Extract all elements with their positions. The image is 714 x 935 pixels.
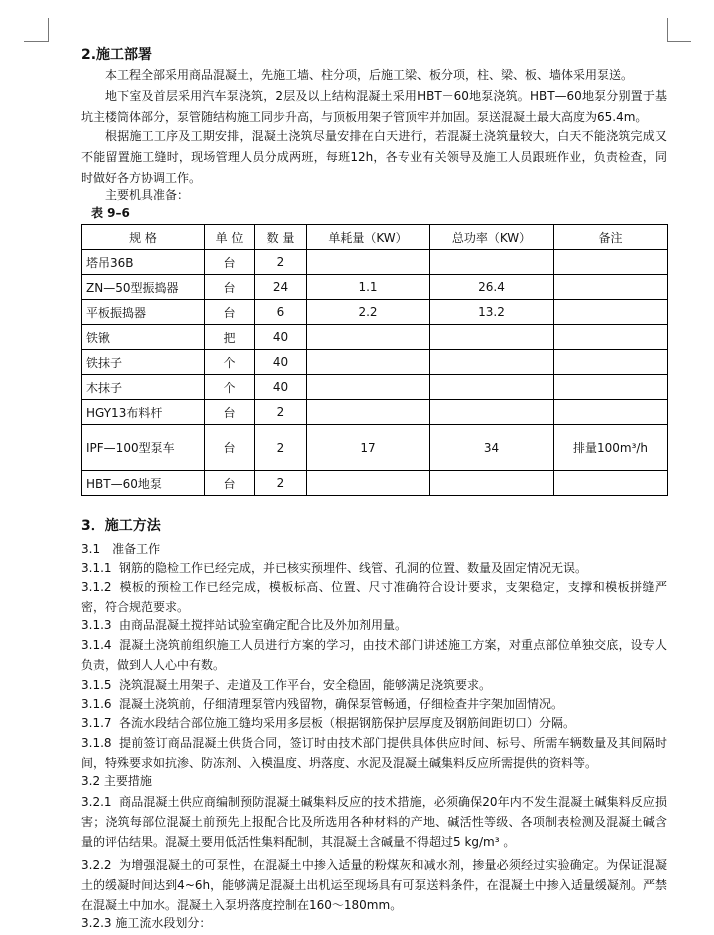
col-header-spec: 规 格: [82, 225, 205, 250]
cell-note: [554, 471, 668, 496]
crop-mark-right-h: [667, 41, 691, 42]
cell-unit-power: 1.1: [307, 275, 430, 300]
subsection-3-1-heading: 3.1 准备工作: [81, 542, 161, 556]
cell-note: [554, 350, 668, 375]
table-row: [82, 425, 668, 471]
table-row: [82, 400, 668, 425]
col-header-note: 备注: [554, 225, 668, 250]
cell-qty: 40: [255, 375, 307, 400]
cell-note: 排量100m³/h: [554, 425, 668, 471]
equipment-label: 主要机具准备：: [105, 188, 190, 202]
cell-total-power: [430, 325, 554, 350]
crop-mark-left-h: [24, 41, 48, 42]
cell-unit: 个: [205, 350, 255, 375]
cell-unit: 台: [205, 275, 255, 300]
cell-unit-power: [307, 350, 430, 375]
cell-unit-power: 2.2: [307, 300, 430, 325]
item-number: 3.1.4: [81, 638, 112, 652]
cell-qty: 2: [255, 400, 307, 425]
col-header-unit: 单 位: [205, 225, 255, 250]
cell-unit: 个: [205, 375, 255, 400]
item-text: 由商品混凝土搅拌站试验室确定配合比及外加剂用量。: [119, 618, 408, 632]
subsection-3-2-heading: 3.2 主要措施: [81, 774, 152, 788]
section-3-heading: 3．施工方法: [81, 518, 161, 534]
item-number: 3.1.3: [81, 618, 112, 632]
item-text: 混凝土浇筑前组织施工人员进行方案的学习，由技术部门讲述施工方案，对重点部位单独交底，设专人负责，做到人人心中有数。: [81, 638, 667, 672]
item-number: 3.1.7: [81, 716, 112, 730]
item-3-2-2: [81, 855, 667, 915]
cell-total-power: 26.4: [430, 275, 554, 300]
section-2-paragraph-1: 本工程全部采用商品混凝土，先施工墙、柱分项，后施工梁、板分项，柱、梁、板、墙体采用泵送。: [105, 68, 634, 82]
section-2-paragraph-2: 地下室及首层采用汽车泵浇筑，2层及以上结构混凝土采用HBT－60地泵浇筑。HBT—60地泵分别置于基坑主楼筒体部分，泵管随结构施工同步升高，与顶板用架子管顶牢并加固。泵送混凝土最大高度为65.4m。: [81, 89, 667, 124]
cell-unit: 台: [205, 425, 255, 471]
cell-unit: 把: [205, 325, 255, 350]
col-header-unit-power: 单耗量（KW）: [307, 225, 430, 250]
cell-qty: 2: [255, 471, 307, 496]
crop-mark-right-v: [667, 18, 668, 42]
section-2-paragraph-3: 根据施工工序及工期安排，混凝土浇筑尽量安排在白天进行，若混凝土浇筑量较大，白天不能浇筑完成又不能留置施工缝时，现场管理人员分成两班，每班12h，各专业有关领导及施工人员跟班作业，负责检查，同时做好各方协调工作。: [81, 129, 667, 185]
item-3-1-6: [81, 694, 667, 714]
cell-total-power: 13.2: [430, 300, 554, 325]
cell-spec: HBT—60地泵: [82, 471, 205, 496]
cell-unit: 台: [205, 250, 255, 275]
cell-note: [554, 300, 668, 325]
table-row: [82, 375, 668, 400]
cell-spec: 铁锹: [82, 325, 205, 350]
cell-unit: 台: [205, 471, 255, 496]
table-header-row: [82, 225, 668, 250]
item-number: 3.2.1: [81, 795, 112, 809]
cell-total-power: [430, 400, 554, 425]
equipment-table: [81, 224, 668, 496]
cell-total-power: [430, 350, 554, 375]
cell-spec: 铁抹子: [82, 350, 205, 375]
cell-unit-power: 17: [307, 425, 430, 471]
cell-spec: 平板振捣器: [82, 300, 205, 325]
item-text: 商品混凝土供应商编制预防混凝土碱集料反应的技术措施，必须确保20年内不发生混凝土碱集料反应损害；浇筑每部位混凝土前预先上报配合比及所选用各种材料的产地、碱活性等级、各项制表检测及混凝土碱含量的评估结果。混凝土要用低活性集料配制，其混凝土含碱量不得超过5 kg/m³ 。: [81, 795, 667, 849]
cell-unit: 台: [205, 300, 255, 325]
cell-unit-power: [307, 325, 430, 350]
cell-qty: 2: [255, 425, 307, 471]
cell-total-power: [430, 250, 554, 275]
item-text: 各流水段结合部位施工缝均采用多层板（根据钢筋保护层厚度及钢筋间距切口）分隔。: [119, 716, 576, 730]
item-number: 3.1.2: [81, 580, 112, 594]
cell-qty: 40: [255, 325, 307, 350]
cell-spec: HGY13布料杆: [82, 400, 205, 425]
item-text: 钢筋的隐检工作已经完成，并已核实预埋件、线管、孔洞的位置、数量及固定情况无误。: [119, 561, 588, 575]
crop-mark-left-v: [48, 18, 49, 42]
item-3-1-1: [81, 558, 667, 578]
cell-note: [554, 375, 668, 400]
item-number: 3.1.5: [81, 678, 112, 692]
item-3-1-7: [81, 713, 667, 733]
item-number: 3.1.6: [81, 697, 112, 711]
item-3-2-1: [81, 792, 667, 852]
item-text: 浇筑混凝土用架子、走道及工作平台，安全稳固，能够满足浇筑要求。: [119, 678, 492, 692]
cell-qty: 24: [255, 275, 307, 300]
cell-note: [554, 400, 668, 425]
table-row: [82, 300, 668, 325]
item-text: 模板的预检工作已经完成，模板标高、位置、尺寸准确符合设计要求，支架稳定，支撑和模板拼缝严密，符合规范要求。: [81, 580, 667, 614]
table-row: [82, 471, 668, 496]
table-row: [82, 350, 668, 375]
item-text: 为增强混凝土的可泵性，在混凝土中掺入适量的粉煤灰和减水剂，掺量必须经过实验确定。为保证混凝土的缓凝时间达到4~6h，能够满足混凝土出机运至现场具有可泵送料条件，在混凝土中掺入适量缓凝剂。严禁在混凝土中加水。混凝土入泵坍落度控制在160～180mm。: [81, 858, 667, 912]
cell-note: [554, 250, 668, 275]
item-3-1-2: [81, 577, 667, 617]
cell-qty: 2: [255, 250, 307, 275]
cell-total-power: [430, 471, 554, 496]
item-text: 混凝土浇筑前，仔细清理泵管内残留物，确保泵管畅通，仔细检查井字架加固情况。: [119, 697, 564, 711]
section-2-heading: 2.施工部署: [81, 47, 153, 63]
cell-spec: 塔吊36B: [82, 250, 205, 275]
cell-unit-power: [307, 471, 430, 496]
subsection-3-2-3-heading: 3.2.3 施工流水段划分：: [81, 916, 212, 930]
cell-unit-power: [307, 250, 430, 275]
item-3-1-3: [81, 615, 667, 635]
cell-qty: 40: [255, 350, 307, 375]
item-3-1-8: [81, 733, 667, 773]
table-row: [82, 325, 668, 350]
item-3-1-5: [81, 675, 667, 695]
cell-total-power: [430, 375, 554, 400]
table-row: [82, 275, 668, 300]
col-header-total-power: 总功率（KW）: [430, 225, 554, 250]
item-number: 3.1.8: [81, 736, 112, 750]
cell-spec: IPF—100型泵车: [82, 425, 205, 471]
cell-note: [554, 325, 668, 350]
cell-unit-power: [307, 400, 430, 425]
cell-spec: 木抹子: [82, 375, 205, 400]
cell-note: [554, 275, 668, 300]
table-row: [82, 250, 668, 275]
cell-unit-power: [307, 375, 430, 400]
cell-spec: ZN—50型振捣器: [82, 275, 205, 300]
item-3-1-4: [81, 635, 667, 675]
col-header-qty: 数 量: [255, 225, 307, 250]
table-label: 表 9–6: [91, 206, 130, 220]
cell-qty: 6: [255, 300, 307, 325]
item-number: 3.1.1: [81, 561, 112, 575]
cell-unit: 台: [205, 400, 255, 425]
item-text: 提前签订商品混凝土供货合同，签订时由技术部门提供具体供应时间、标号、所需车辆数量及其间隔时间，特殊要求如抗渗、防冻剂、入模温度、坍落度、水泥及混凝土碱集料反应所需提供的资料等。: [81, 736, 667, 770]
item-number: 3.2.2: [81, 858, 112, 872]
cell-total-power: 34: [430, 425, 554, 471]
